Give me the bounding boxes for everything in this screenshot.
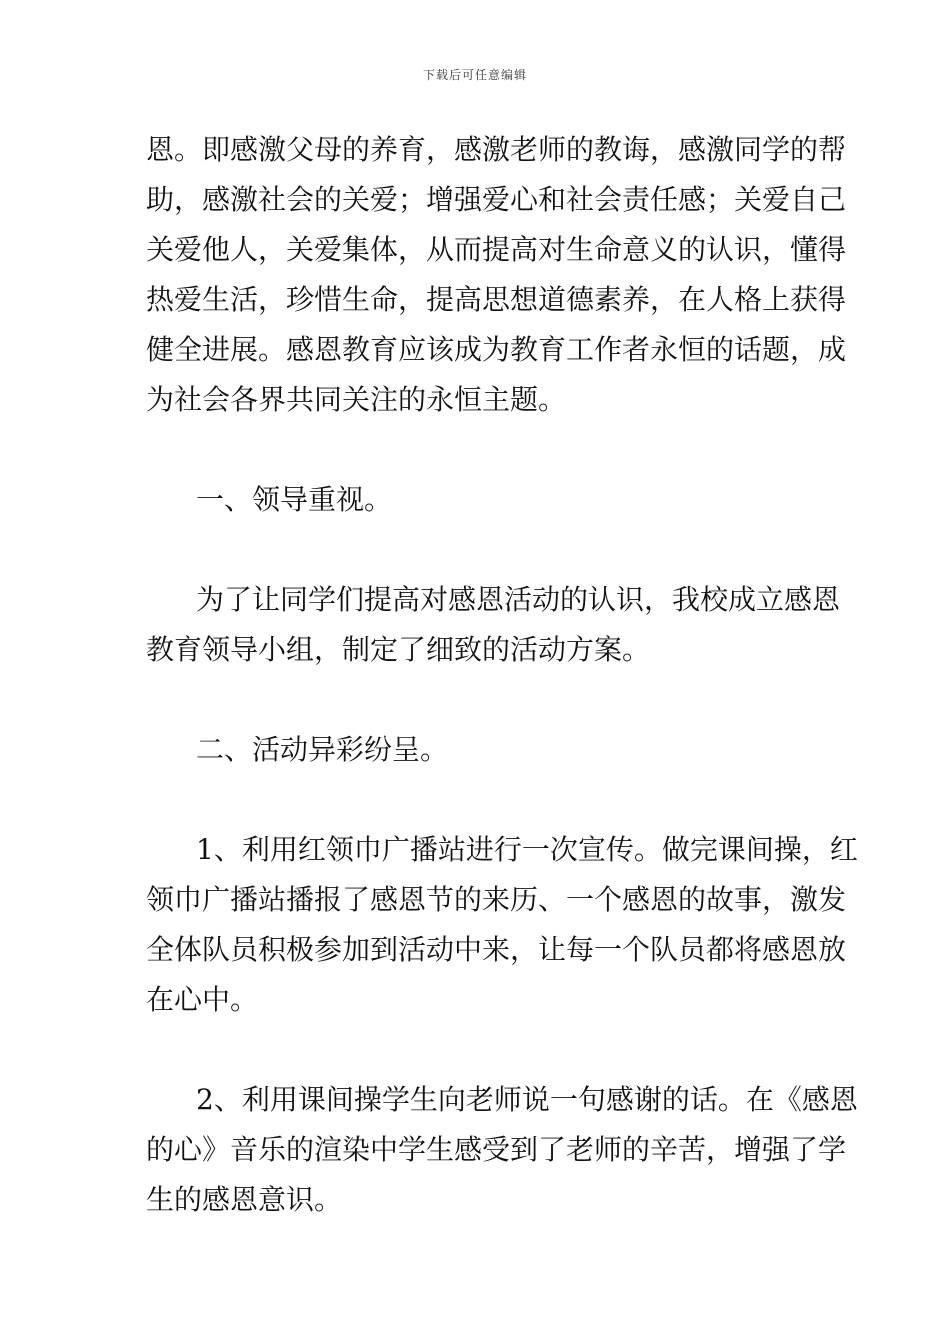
text-line: 热爱生活，珍惜生命，提高思想道德素养，在人格上获得 bbox=[146, 283, 847, 316]
section-heading-leadership bbox=[146, 475, 808, 525]
text-line: 2、利用课间操学生向老师说一句感谢的话。在《感恩 bbox=[196, 1083, 858, 1116]
text-line: 关爱他人，关爱集体，从而提高对生命意义的认识，懂得 bbox=[146, 233, 847, 266]
activity-item-1 bbox=[146, 825, 858, 1025]
text-line: 全体队员积极参加到活动中来，让每一个队员都将感恩放 bbox=[146, 933, 847, 966]
text-line: 1、利用红领巾广播站进行一次宣传。做完课间操，红 bbox=[196, 833, 858, 866]
section-heading-activities bbox=[146, 725, 808, 775]
text-line: 生的感恩意识。 bbox=[146, 1183, 343, 1216]
page-header-note: 下载后可任意编辑 bbox=[422, 68, 527, 82]
activity-item-2 bbox=[146, 1075, 858, 1225]
text-line: 教育领导小组，制定了细致的活动方案。 bbox=[146, 633, 651, 666]
text-line: 为社会各界共同关注的永恒主题。 bbox=[146, 383, 567, 416]
text-line: 在心中。 bbox=[146, 983, 259, 1016]
text-line: 恩。即感激父母的养育，感激老师的教诲，感激同学的帮 bbox=[146, 133, 847, 166]
paragraph-leadership-body bbox=[146, 575, 841, 675]
heading-text: 一、领导重视。 bbox=[196, 483, 393, 516]
text-line: 领巾广播站播报了感恩节的来历、一个感恩的故事，激发 bbox=[146, 883, 847, 916]
text-line: 健全进展。感恩教育应该成为教育工作者永恒的话题，成 bbox=[146, 333, 847, 366]
document-body bbox=[146, 125, 858, 1225]
paragraph-spacer bbox=[146, 675, 808, 725]
paragraph-spacer bbox=[146, 775, 808, 825]
paragraph-spacer bbox=[146, 425, 808, 475]
paragraph-spacer bbox=[146, 1025, 808, 1075]
text-line: 的心》音乐的渲染中学生感受到了老师的辛苦，增强了学 bbox=[146, 1133, 847, 1166]
paragraph-spacer bbox=[146, 525, 808, 575]
paragraph-intro-continuation bbox=[146, 125, 847, 425]
text-line: 为了让同学们提高对感恩活动的认识，我校成立感恩 bbox=[196, 583, 841, 616]
heading-text: 二、活动异彩纷呈。 bbox=[196, 733, 449, 766]
text-line: 助，感激社会的关爱；增强爱心和社会责任感；关爱自己 bbox=[146, 183, 847, 216]
